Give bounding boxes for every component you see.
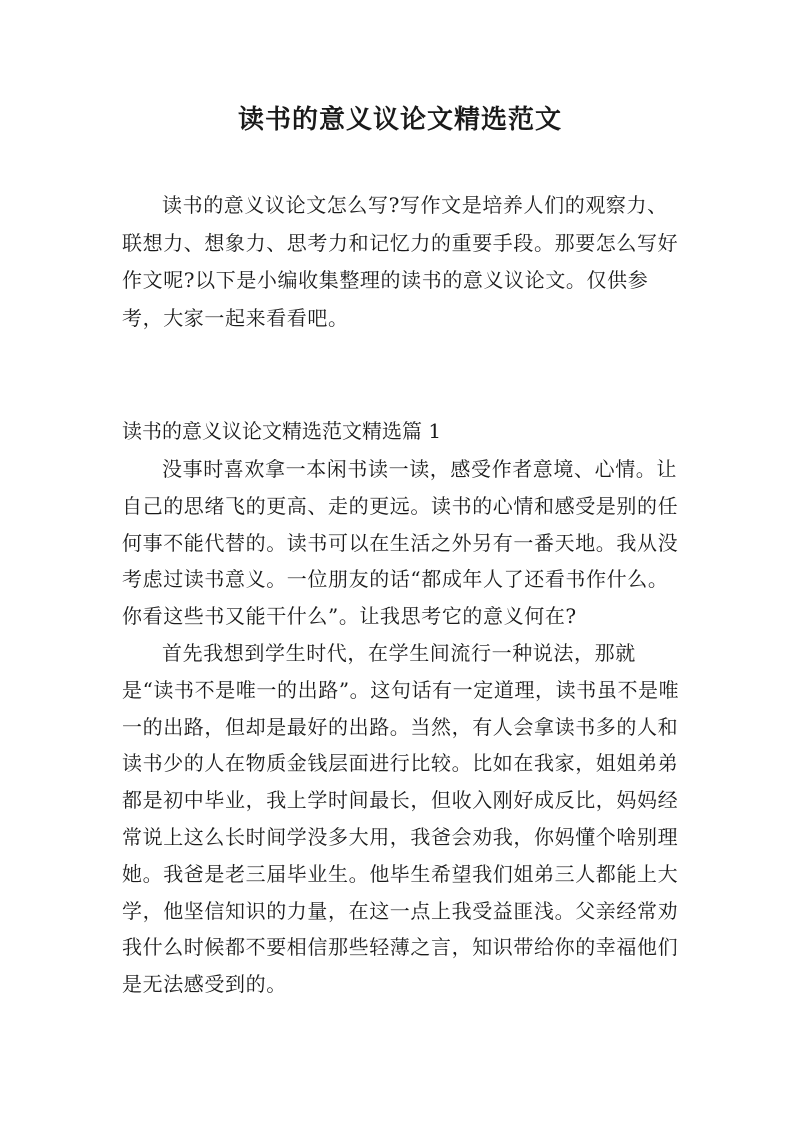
- intro-paragraph: 读书的意义议论文怎么写?写作文是培养人们的观察力、联想力、想象力、思考力和记忆力的重要手段。那要怎么写好作文呢?以下是小编收集整理的读书的意义议论文。仅供参考，大家一起来看看吧。: [122, 193, 679, 330]
- body-paragraph-2: 首先我想到学生时代，在学生间流行一种说法，那就是“读书不是唯一的出路”。这句话有一定道理，读书虽不是唯一的出路，但却是最好的出路。当然，有人会拿读书多的人和读书少的人在物质金钱层面进行比较。比如在我家，姐姐弟弟都是初中毕业，我上学时间最长，但收入刚好成反比，妈妈经常说上这么长时间学没多大用，我爸会劝我，你妈懂个啥别理她。我爸是老三届毕业生。他毕生希望我们姐弟三人都能上大学，他坚信知识的力量，在这一点上我受益匪浅。父亲经常劝我什么时候都不要相信那些轻薄之言，知识带给你的幸福他们是无法感受到的。: [122, 640, 680, 997]
- body-paragraph-1: 没事时喜欢拿一本闲书读一读，感受作者意境、心情。让自己的思绪飞的更高、走的更远。读书的心情和感受是别的任何事不能代替的。读书可以在生活之外另有一番天地。我从没考虑过读书意义。一位朋友的话“都成年人了还看书作什么。你看这些书又能干什么”。让我思考它的意义何在?: [122, 457, 679, 629]
- document-title: 读书的意义议论文精选范文: [237, 105, 562, 135]
- section-body: [122, 451, 682, 1003]
- section-heading: 读书的意义议论文精选范文精选篇 1: [122, 419, 442, 443]
